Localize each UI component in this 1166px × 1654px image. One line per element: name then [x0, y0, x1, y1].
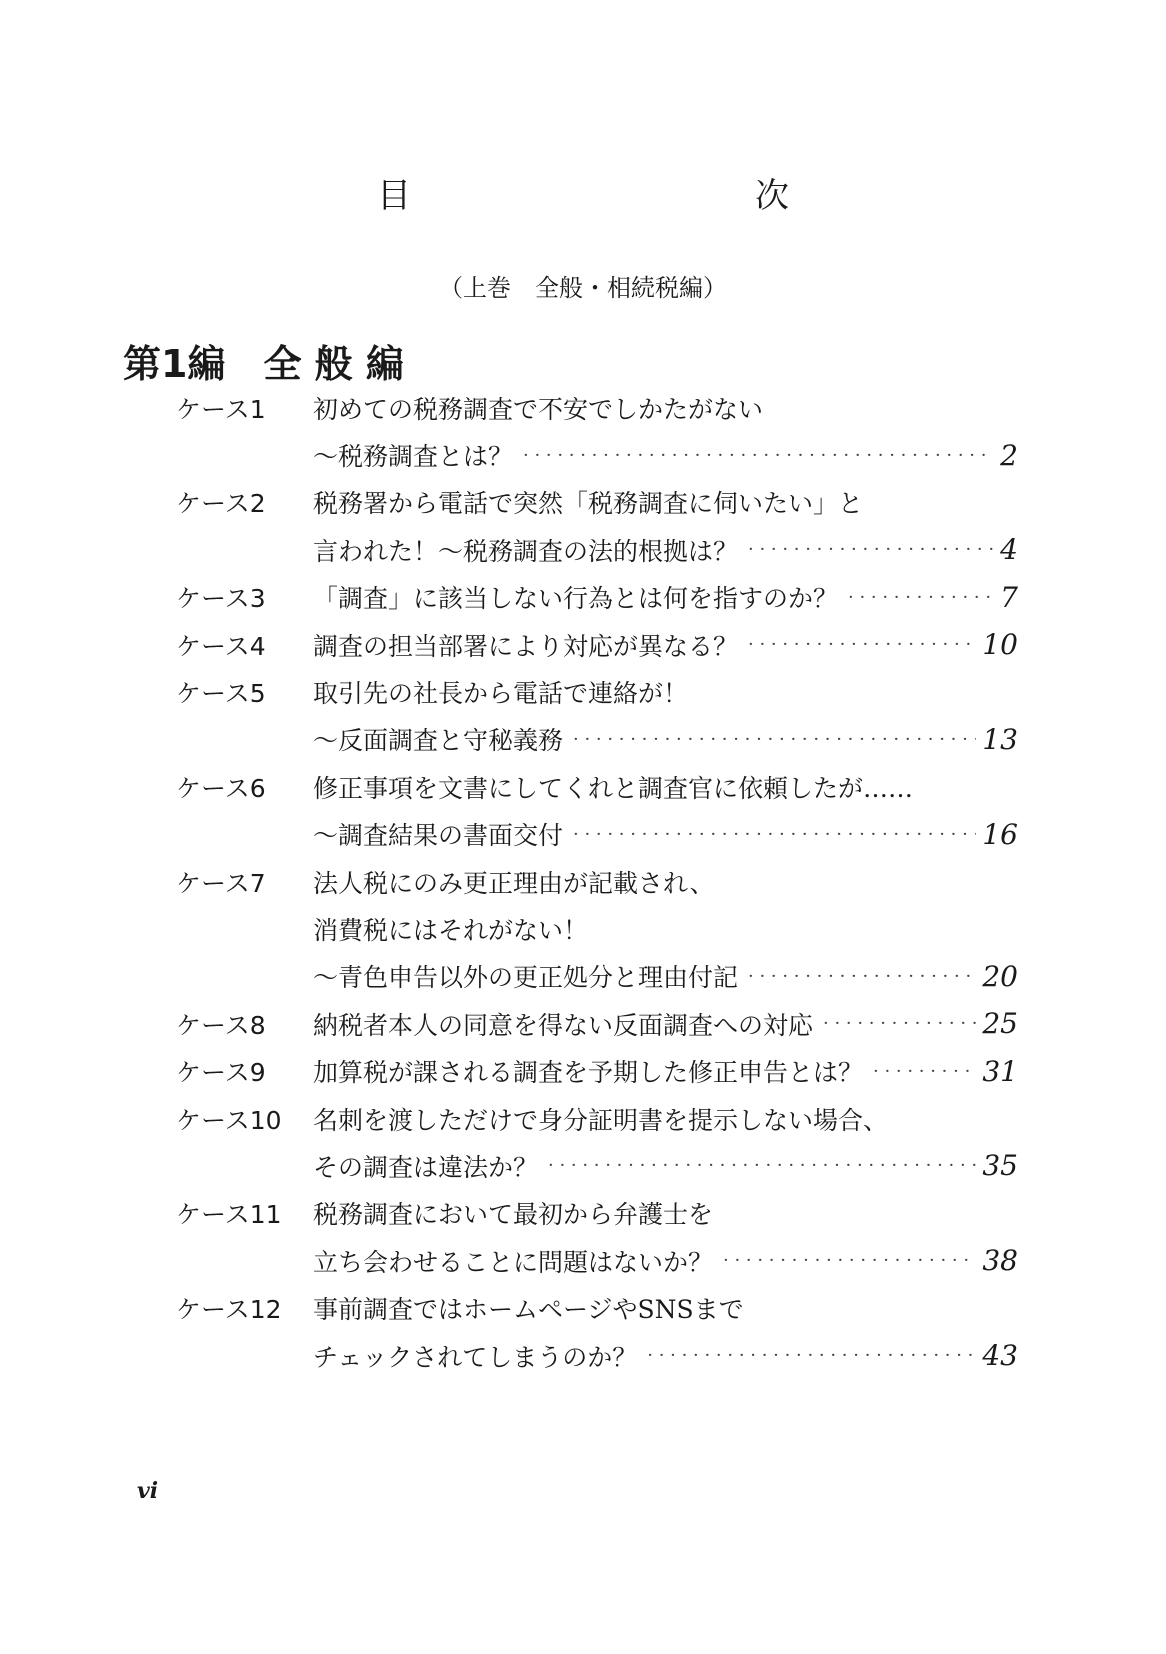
toc-entry-line	[176, 716, 1018, 763]
dot-leader	[823, 1013, 976, 1034]
page-number: 16	[982, 817, 1018, 851]
case-label: ケース1	[176, 394, 266, 424]
dot-leader	[873, 1061, 976, 1082]
dot-leader	[748, 966, 976, 987]
case-label: ケース2	[176, 489, 266, 519]
page-number: 25	[982, 1007, 1018, 1041]
toc-entry[interactable]	[176, 858, 1018, 1000]
case-label: ケース6	[176, 773, 266, 803]
toc-entry-line	[176, 668, 1018, 715]
toc-entry-line	[176, 574, 1018, 621]
entry-title-text: 納税者本人の同意を得ない反面調査への対応	[313, 1010, 814, 1040]
toc-entry[interactable]	[176, 1284, 1018, 1379]
toc-entry-line	[176, 763, 1018, 810]
toc-entry[interactable]	[176, 621, 1018, 668]
dot-leader	[573, 824, 976, 845]
entry-title-text: 修正事項を文書にしてくれと調査官に依頼したが……	[313, 773, 914, 803]
entry-title-text: その調査は違法か？	[313, 1152, 539, 1182]
entry-title-text: ～税務調査とは？	[313, 442, 514, 472]
toc-entry[interactable]	[176, 1190, 1018, 1285]
page-number: 31	[982, 1054, 1018, 1088]
entry-title-text: 消費税にはそれがない！	[313, 915, 589, 945]
table-of-contents	[176, 384, 1018, 1379]
dot-leader	[573, 729, 976, 750]
toc-entry-line	[176, 479, 1018, 526]
dot-leader	[848, 587, 994, 608]
dot-leader	[723, 1250, 976, 1271]
toc-entry[interactable]	[176, 668, 1018, 763]
dot-leader	[548, 1155, 976, 1176]
page-number: 43	[982, 1339, 1018, 1372]
dot-leader	[523, 445, 994, 466]
page-number: 4	[1000, 533, 1018, 567]
case-label: ケース8	[176, 1010, 266, 1040]
toc-entry[interactable]	[176, 1095, 1018, 1190]
case-label: ケース12	[176, 1295, 282, 1325]
toc-entry-line	[176, 1142, 1018, 1189]
toc-entry-line	[176, 811, 1018, 858]
entry-title-text: ～青色申告以外の更正処分と理由付記	[313, 963, 739, 993]
toc-entry-line	[176, 526, 1018, 573]
toc-entry-line	[176, 1332, 1018, 1379]
toc-entry-line	[176, 953, 1018, 1000]
toc-entry[interactable]	[176, 1000, 1018, 1047]
toc-entry[interactable]	[176, 1047, 1018, 1094]
entry-title-text: 立ち会わせることに問題はないか？	[313, 1247, 714, 1277]
case-label: ケース10	[176, 1105, 282, 1135]
page-number: 13	[982, 722, 1018, 756]
page-number: 7	[1000, 580, 1018, 614]
toc-entry-line	[176, 1284, 1018, 1331]
toc-entry-line	[176, 1237, 1018, 1284]
page-number: 20	[982, 959, 1018, 993]
dot-leader	[647, 1345, 976, 1366]
entry-title-text: 「調査」に該当しない行為とは何を指すのか？	[313, 584, 839, 614]
toc-entry-line	[176, 384, 1018, 431]
toc-entry-line	[176, 431, 1018, 478]
entry-title-text: 加算税が課される調査を予期した修正申告とは？	[313, 1058, 864, 1088]
page-title: 目 次	[377, 176, 881, 216]
toc-entry[interactable]	[176, 479, 1018, 574]
volume-subtitle: （上巻 全般・相続税編）	[439, 274, 727, 302]
case-label: ケース7	[176, 868, 266, 898]
case-label: ケース11	[176, 1200, 282, 1230]
dot-leader	[748, 634, 976, 655]
entry-title-text: 税務調査において最初から弁護士を	[313, 1200, 714, 1230]
page-folio: vi	[137, 1478, 159, 1504]
case-label: ケース5	[176, 679, 266, 709]
entry-title-text: 名刺を渡しただけで身分証明書を提示しない場合、	[313, 1105, 889, 1135]
toc-entry-line	[176, 621, 1018, 668]
toc-entry[interactable]	[176, 574, 1018, 621]
entry-title-text: 法人税にのみ更正理由が記載され、	[313, 868, 715, 898]
case-label: ケース9	[176, 1058, 266, 1088]
case-label: ケース3	[176, 584, 266, 614]
part-heading: 第1編 全 般 編	[123, 342, 404, 386]
entry-title-text: 取引先の社長から電話で連絡が！	[313, 679, 689, 709]
page-number: 35	[982, 1149, 1018, 1183]
entry-title-text: 言われた！～税務調査の法的根拠は？	[313, 536, 739, 566]
entry-title-text: 調査の担当部署により対応が異なる？	[313, 631, 739, 661]
entry-title-text: 事前調査ではホームページやSNSまで	[313, 1295, 744, 1325]
toc-entry-line	[176, 1047, 1018, 1094]
entry-title-text: 初めての税務調査で不安でしかたがない	[313, 394, 764, 424]
page-number: 38	[982, 1244, 1018, 1278]
entry-title-text: ～調査結果の書面交付	[313, 821, 564, 851]
toc-entry-line	[176, 1000, 1018, 1047]
dot-leader	[748, 539, 994, 560]
case-label: ケース4	[176, 631, 266, 661]
toc-entry[interactable]	[176, 384, 1018, 479]
page-number: 10	[982, 628, 1018, 662]
entry-title-text: チェックされてしまうのか？	[313, 1342, 638, 1372]
toc-entry[interactable]	[176, 763, 1018, 858]
entry-title-text: ～反面調査と守秘義務	[313, 726, 564, 756]
toc-entry-line	[176, 1190, 1018, 1237]
page-number: 2	[1000, 438, 1018, 472]
toc-entry-line	[176, 905, 1018, 952]
toc-entry-line	[176, 1095, 1018, 1142]
entry-title-text: 税務署から電話で突然「税務調査に伺いたい」と	[313, 489, 864, 519]
toc-entry-line	[176, 858, 1018, 905]
